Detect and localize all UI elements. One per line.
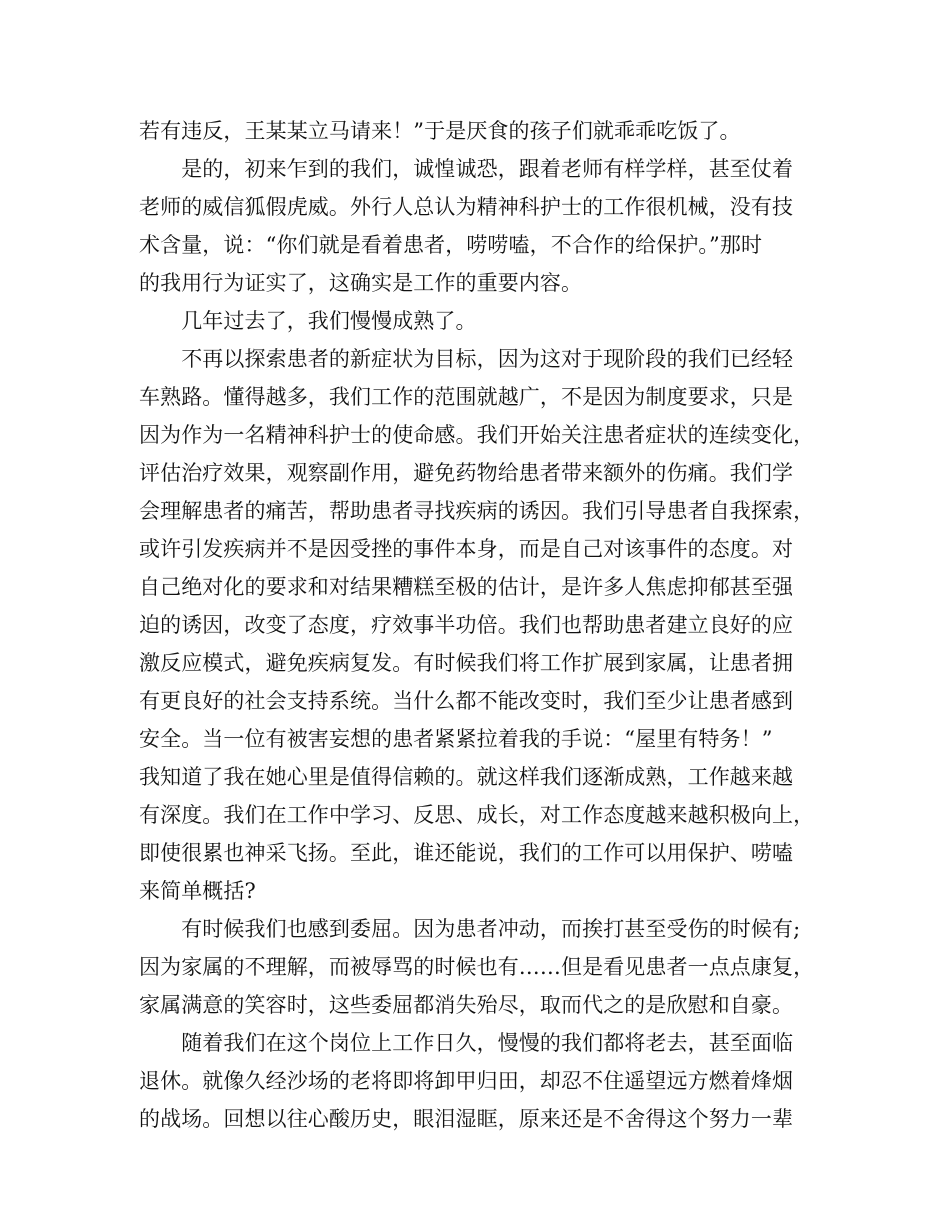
text-line: 是的，初来乍到的我们，诚惶诚恐，跟着老师有样学样，甚至仗着 [139,157,794,181]
text-line: 评估治疗效果，观察副作用，避免药物给患者带来额外的伤痛。我们学 [139,461,794,485]
text-line: 若有违反，王某某立马请来！”于是厌食的孩子们就乖乖吃饭了。 [139,119,741,143]
text-line: 会理解患者的痛苦，帮助患者寻找疾病的诱因。我们引导患者自我探索， [139,499,815,523]
text-line: 术含量，说：“你们就是看着患者，唠唠嗑，不合作的给保护。”那时 [139,233,763,257]
text-line: 迫的诱因，改变了态度，疗效事半功倍。我们也帮助患者建立良好的应 [139,613,794,637]
document-body [139,112,814,1138]
text-line: 我知道了我在她心里是值得信赖的。就这样我们逐渐成熟，工作越来越 [139,765,794,789]
text-line: 老师的威信狐假虎威。外行人总认为精神科护士的工作很机械，没有技 [139,195,794,219]
text-line: 退休。就像久经沙场的老将即将卸甲归田，却忍不住遥望远方燃着烽烟 [139,1069,794,1093]
text-line: 即使很累也神采飞扬。至此，谁还能说，我们的工作可以用保护、唠嗑 [139,841,794,865]
text-line: 有时候我们也感到委屈。因为患者冲动，而挨打甚至受伤的时候有; [139,917,801,941]
text-line: 安全。当一位有被害妄想的患者紧紧拉着我的手说：“屋里有特务！” [139,727,773,751]
text-line: 的战场。回想以往心酸历史，眼泪湿眶，原来还是不舍得这个努力一辈 [139,1107,794,1131]
text-line: 有更良好的社会支持系统。当什么都不能改变时，我们至少让患者感到 [139,689,794,713]
text-line: 不再以探索患者的新症状为目标，因为这对于现阶段的我们已经轻 [139,347,794,371]
text-line: 车熟路。懂得越多，我们工作的范围就越广，不是因为制度要求，只是 [139,385,794,409]
text-line: 的我用行为证实了，这确实是工作的重要内容。 [139,271,583,295]
text-line: 激反应模式，避免疾病复发。有时候我们将工作扩展到家属，让患者拥 [139,651,794,675]
text-line: 或许引发疾病并不是因受挫的事件本身，而是自己对该事件的态度。对 [139,537,794,561]
text-line: 有深度。我们在工作中学习、反思、成长，对工作态度越来越积极向上， [139,803,815,827]
text-line: 因为作为一名精神科护士的使命感。我们开始关注患者症状的连续变化， [139,423,815,447]
text-line: 来简单概括? [139,879,256,903]
text-line: 自己绝对化的要求和对结果糟糕至极的估计，是许多人焦虑抑郁甚至强 [139,575,794,599]
text-line: 因为家属的不理解，而被辱骂的时候也有……但是看见患者一点点康复， [139,955,815,979]
text-line: 几年过去了，我们慢慢成熟了。 [139,309,477,333]
text-line: 家属满意的笑容时，这些委屈都消失殆尽，取而代之的是欣慰和自豪。 [139,993,794,1017]
text-line: 随着我们在这个岗位上工作日久，慢慢的我们都将老去，甚至面临 [139,1031,794,1055]
